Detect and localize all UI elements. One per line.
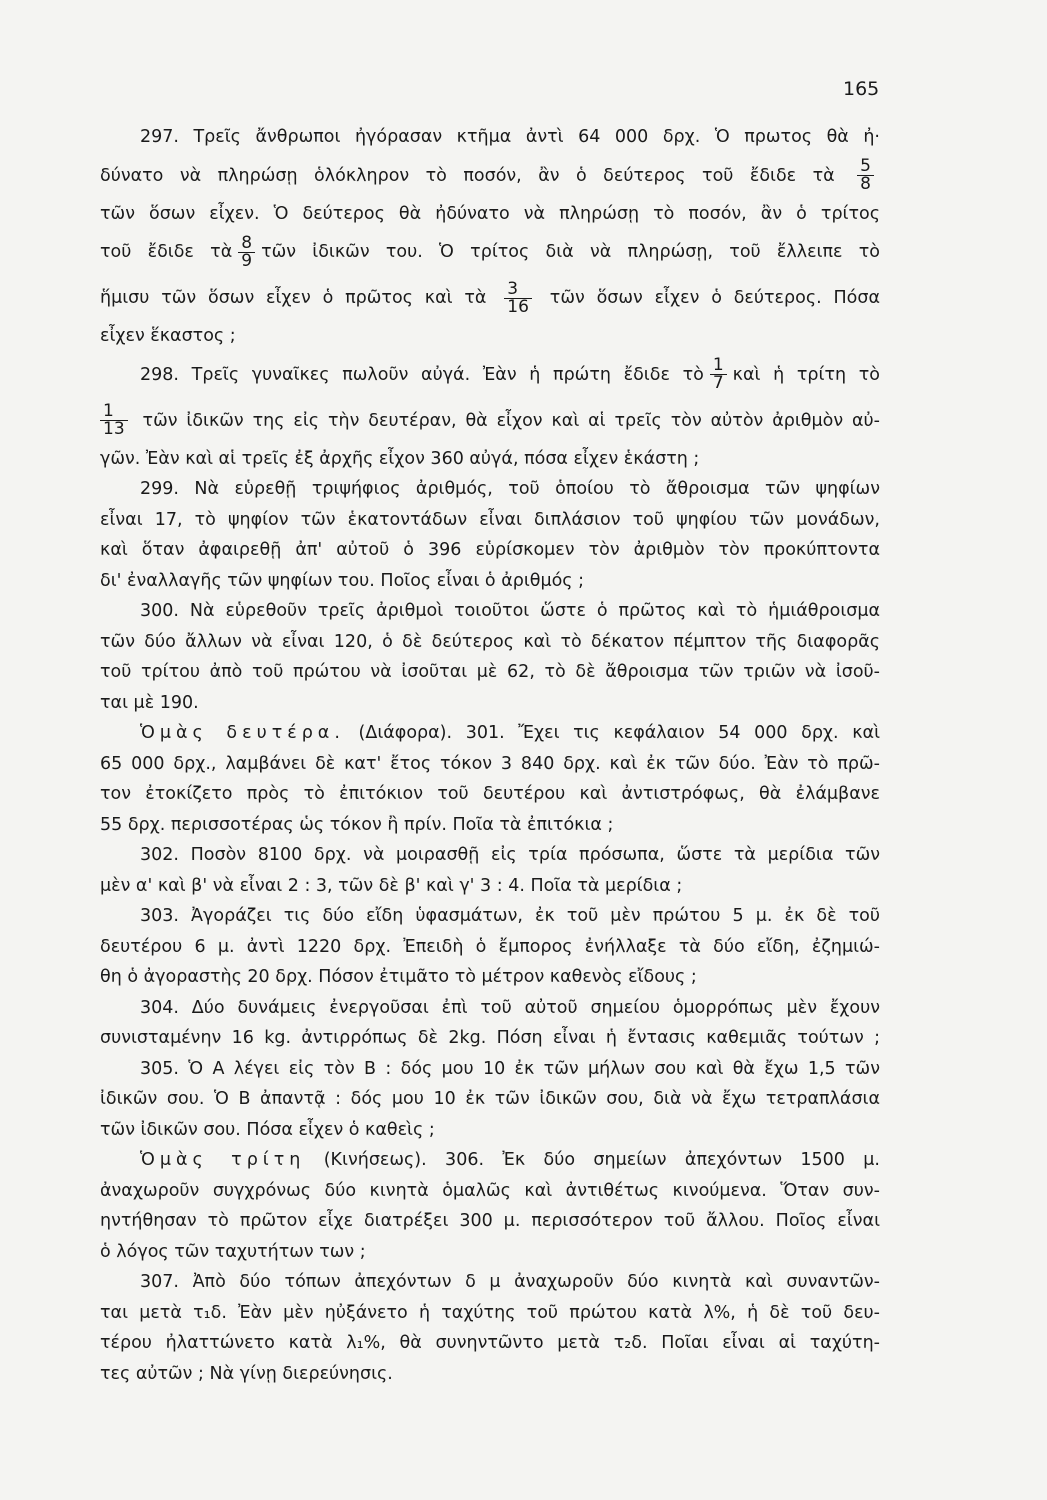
text-line: εἶναι 17, τὸ ψηφίον τῶν ἑκατοντάδων εἶναι διπλάσιον τοῦ ψηφίου τῶν μονάδων,	[100, 509, 880, 530]
text-line: θη ὁ ἀγοραστὴς 20 δρχ. Πόσον ἐτιμᾶτο τὸ μέτρον καθενὸς εἴδους ;	[100, 967, 697, 987]
text-line: ται μὲ 190.	[100, 692, 199, 713]
section-heading: Ὁμὰς τρίτη	[140, 1150, 306, 1170]
text-line: 299. Νὰ εὑρεθῇ τριψήφιος ἀριθμός, τοῦ ὁποίου τὸ ἄθροισμα τῶν ψηφίων	[140, 479, 880, 499]
fraction: $\frac{1}{13}$	[100, 403, 128, 438]
text-line: 305. Ὁ Α λέγει εἰς τὸν Β : δός μου 10 ἐκ τῶν μήλων σου καὶ θὰ ἔχω 1,5 τῶν	[140, 1058, 880, 1079]
text-line: ἀναχωροῦν συγχρόνως δύο κινητὰ ὁμαλῶς καὶ ἀντιθέτως κινούμενα. Ὅταν συν-	[100, 1180, 880, 1201]
text-line: ἰδικῶν σου. Ὁ Β ἀπαντᾷ : δός μου 10 ἐκ τῶν ἰδικῶν σου, διὰ νὰ ἔχω τετραπλάσια	[100, 1089, 880, 1109]
fraction: $\frac{1}{7}$	[710, 357, 727, 392]
text-line: γῶν. Ἐὰν καὶ αἱ τρεῖς ἐξ ἀρχῆς εἶχον 360 αὐγά, πόσα εἶχεν ἑκάστη ;	[100, 448, 700, 469]
fraction: $\frac{8}{9}$	[238, 235, 255, 270]
fraction: $\frac{3}{16}$	[504, 281, 532, 316]
text-line: τῶν ὅσων εἶχεν. Ὁ δεύτερος θὰ ἠδύνατο νὰ πληρώσῃ τὸ ποσόν, ἂν ὁ τρίτος	[100, 203, 880, 224]
text-line: 55 δρχ. περισσοτέρας ὡς τόκον ἢ πρίν. Ποῖα τὰ ἐπιτόκια ;	[100, 814, 614, 835]
text-line: 304. Δύο δυνάμεις ἐνεργοῦσαι ἐπὶ τοῦ αὐτοῦ σημείου ὁμορρόπως μὲν ἔχουν	[140, 997, 880, 1018]
text-line: καὶ ὅταν ἀφαιρεθῇ ἀπ' αὐτοῦ ὁ 396 εὑρίσκομεν τὸν ἀριθμὸν τὸν προκύπτοντα	[100, 540, 880, 560]
text-line: τον ἐτοκίζετο πρὸς τὸ ἐπιτόκιον τοῦ δευτέρου καὶ ἀντιστρόφως, θὰ ἐλάμβανε	[100, 784, 880, 804]
text-line: τῶν ἰδικῶν σου. Πόσα εἶχεν ὁ καθεὶς ;	[100, 1119, 435, 1140]
text-line: Ὁμὰς τρίτη (Κινήσεως). 306. Ἐκ δύο σημείων ἀπεχόντων 1500 μ.	[140, 1150, 880, 1170]
text-line: 303. Ἀγοράζει τις δύο εἴδη ὑφασμάτων, ἐκ τοῦ μὲν πρώτου 5 μ. ἐκ δὲ τοῦ	[140, 906, 880, 926]
text-line: τοῦ τρίτου ἀπὸ τοῦ πρώτου νὰ ἰσοῦται μὲ 62, τὸ δὲ ἄθροισμα τῶν τριῶν νὰ ἰσοῦ-	[100, 662, 880, 682]
text-line: τοῦ ἔδιδε τὰ $\frac{8}{9}$ τῶν ἰδικῶν του. Ὁ τρίτος διὰ νὰ πληρώσῃ, τοῦ ἔλλειπε τὸ	[100, 232, 880, 271]
text-line: 298. Τρεῖς γυναῖκες πωλοῦν αὐγά. Ἐὰν ἡ πρώτη ἔδιδε τὸ $\frac{1}{7}$ καὶ ἡ τρίτη τὸ	[140, 355, 880, 393]
text-line: συνισταμένην 16 kg. ἀντιρρόπως δὲ 2kg. Πόση εἶναι ἡ ἔντασις καθεμιᾶς τούτων ;	[100, 1028, 880, 1048]
text-line: ὁ λόγος τῶν ταχυτήτων των ;	[100, 1241, 366, 1262]
text-line: Ὁμὰς δευτέρα. (Διάφορα). 301. Ἔχει τις κεφάλαιον 54 000 δρχ. καὶ	[140, 723, 880, 743]
section-heading: Ὁμὰς δευτέρα.	[140, 723, 345, 743]
text-line: τέρου ἠλαττώνετο κατὰ λ₁%, θὰ συνηντῶντο μετὰ τ₂δ. Ποῖαι εἶναι αἱ ταχύτη-	[100, 1333, 880, 1353]
fraction: $\frac{5}{8}$	[857, 158, 874, 193]
text-line: 65 000 δρχ., λαμβάνει δὲ κατ' ἔτος τόκον 3 840 δρχ. καὶ ἐκ τῶν δύο. Ἐὰν τὸ πρῶ-	[100, 753, 880, 774]
text-line: ἥμισυ τῶν ὅσων εἶχεν ὁ πρῶτος καὶ τὰ $\frac{3}{16}$ τῶν ὅσων εἶχεν ὁ δεύτερος. Πόσα	[100, 278, 880, 317]
text-line: δύνατο νὰ πληρώσῃ ὁλόκληρον τὸ ποσόν, ἂν ὁ δεύτερος τοῦ ἔδιδε τὰ $\frac{5}{8}$	[100, 153, 880, 199]
page-text	[100, 122, 880, 1389]
page-number: 165	[843, 78, 880, 100]
text-line: μὲν α' καὶ β' νὰ εἶναι 2 : 3, τῶν δὲ β' καὶ γ' 3 : 4. Ποῖα τὰ μερίδια ;	[100, 875, 683, 896]
text-line: $\frac{1}{13}$ τῶν ἰδικῶν της εἰς τὴν δευτέραν, θὰ εἶχον καὶ αἱ τρεῖς τὸν αὐτὸν ἀριθμὸν αὐ-	[100, 398, 880, 444]
text-line: 307. Ἀπὸ δύο τόπων ἀπεχόντων δ μ ἀναχωροῦν δύο κινητὰ καὶ συναντῶν-	[140, 1272, 880, 1292]
text-line: 297. Τρεῖς ἄνθρωποι ἠγόρασαν κτῆμα ἀντὶ 64 000 δρχ. Ὁ πρωτος θὰ ἠ·	[140, 127, 880, 147]
text-line: δι' ἐναλλαγῆς τῶν ψηφίων του. Ποῖος εἶναι ὁ ἀριθμός ;	[100, 570, 585, 591]
text-line: ηντήθησαν τὸ πρῶτον εἶχε διατρέξει 300 μ. περισσότερον τοῦ ἄλλου. Ποῖος εἶναι	[100, 1211, 880, 1231]
text-line: τῶν δύο ἄλλων νὰ εἶναι 120, ὁ δὲ δεύτερος καὶ τὸ δέκατον πέμπτον τῆς διαφορᾶς	[100, 631, 880, 652]
text-line: ται μετὰ τ₁δ. Ἐὰν μὲν ηὐξάνετο ἡ ταχύτης τοῦ πρώτου κατὰ λ%, ἡ δὲ τοῦ δευ-	[100, 1302, 880, 1323]
text-line: 302. Ποσὸν 8100 δρχ. νὰ μοιρασθῇ εἰς τρία πρόσωπα, ὥστε τὰ μερίδια τῶν	[140, 845, 880, 865]
text-line: δευτέρου 6 μ. ἀντὶ 1220 δρχ. Ἐπειδὴ ὁ ἔμπορος ἐνήλλαξε τὰ δύο εἴδη, ἐζημιώ-	[100, 936, 880, 957]
text-line: εἶχεν ἕκαστος ;	[100, 326, 236, 346]
text-line: τες αὐτῶν ; Νὰ γίνῃ διερεύνησις.	[100, 1363, 393, 1384]
text-line: 300. Νὰ εὑρεθοῦν τρεῖς ἀριθμοὶ τοιοῦτοι ὥστε ὁ πρῶτος καὶ τὸ ἡμιάθροισμα	[140, 601, 880, 621]
